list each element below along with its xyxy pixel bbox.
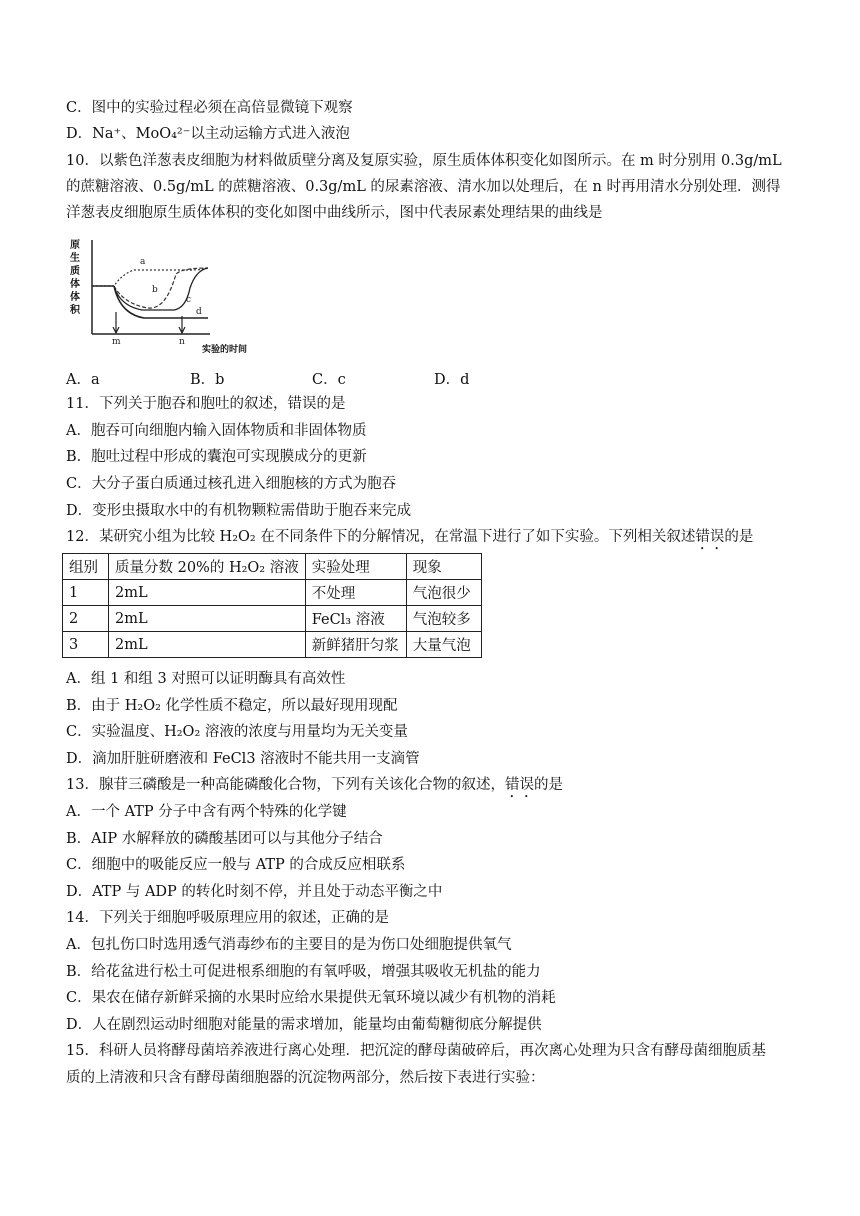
graph-xlabel: 实验的时间 xyxy=(202,345,248,355)
q12-stem-post: 的是 xyxy=(724,529,754,545)
table-cell: 新鲜猪肝匀浆 xyxy=(305,632,406,658)
table-row xyxy=(63,580,482,606)
q13-stem xyxy=(66,775,563,801)
curve-label-a: a xyxy=(140,257,146,267)
table-header-cell: 现象 xyxy=(406,554,481,580)
q13-option-a[interactable]: A．一个 ATP 分子中含有两个特殊的化学键 xyxy=(66,804,347,820)
q13-stem-emphasis: 错误 xyxy=(504,777,534,793)
q12-stem xyxy=(66,527,753,553)
q12-stem-emphasis: 错误 xyxy=(695,529,725,545)
curve-a xyxy=(92,268,208,286)
q10-option-c[interactable]: C．c xyxy=(312,372,346,388)
q15-stem-line2: 质的上清液和只含有酵母菌细胞器的沉淀物两部分，然后按下表进行实验： xyxy=(66,1070,545,1086)
q14-stem: 14．下列关于细胞呼吸原理应用的叙述，正确的是 xyxy=(66,910,389,926)
table-cell: 不处理 xyxy=(305,580,406,606)
table-header-row xyxy=(63,554,482,580)
q13-option-c[interactable]: C．细胞中的吸能反应一般与 ATP 的合成反应相联系 xyxy=(66,857,406,873)
q13-option-b[interactable]: B．AIP 水解释放的磷酸基团可以与其他分子结合 xyxy=(66,831,383,847)
table-cell: 1 xyxy=(63,580,109,606)
q14-option-c[interactable]: C．果农在储存新鲜采摘的水果时应给水果提供无氧环境以减少有机物的消耗 xyxy=(66,990,556,1006)
q14-option-a[interactable]: A．包扎伤口时选用透气消毒纱布的主要目的是为伤口处细胞提供氧气 xyxy=(66,937,512,953)
q14-option-d[interactable]: D．人在剧烈运动时细胞对能量的需求增加，能量均由葡萄糖彻底分解提供 xyxy=(66,1017,542,1033)
q13-stem-pre: 13．腺苷三磷酸是一种高能磷酸化合物，下列有关该化合物的叙述， xyxy=(66,777,505,793)
q12-option-d[interactable]: D．滴加肝脏研磨液和 FeCl3 溶液时不能共用一支滴管 xyxy=(66,751,420,767)
q14-option-b[interactable]: B．给花盆进行松土可促进根系细胞的有氧呼吸，增强其吸收无机盐的能力 xyxy=(66,964,541,980)
curve-label-c: c xyxy=(186,295,192,305)
q10-option-a[interactable]: A．a xyxy=(66,372,100,388)
graph-ylabel-char-5: 体 xyxy=(70,292,80,303)
graph-ylabel-char-6: 积 xyxy=(70,305,80,316)
table-cell: 2mL xyxy=(109,580,306,606)
table-cell: 2mL xyxy=(109,606,306,632)
table-header-cell: 组别 xyxy=(63,554,109,580)
table-cell: 2mL xyxy=(109,632,306,658)
table-cell: 气泡较多 xyxy=(406,606,481,632)
q9-option-c: C．图中的实验过程必须在高倍显微镜下观察 xyxy=(66,100,353,116)
q12-option-a[interactable]: A．组 1 和组 3 对照可以证明酶具有高效性 xyxy=(66,671,346,687)
table-row xyxy=(63,632,482,658)
table-cell: 气泡很少 xyxy=(406,580,481,606)
q10-options xyxy=(66,368,626,388)
q10-option-b[interactable]: B．b xyxy=(190,372,225,388)
graph-ylabel-char-4: 体 xyxy=(70,279,80,290)
graph-ylabel-char-1: 原 xyxy=(70,240,80,251)
table-cell: 大量气泡 xyxy=(406,632,481,658)
q13-stem-post: 的是 xyxy=(533,777,563,793)
q12-stem-pre: 12．某研究小组为比较 H₂O₂ 在不同条件下的分解情况，在常温下进行了如下实验。下列相关叙述 xyxy=(66,529,696,545)
q11-option-d[interactable]: D．变形虫摄取水中的有机物颗粒需借助于胞吞来完成 xyxy=(66,503,412,519)
n-label: n xyxy=(179,337,185,347)
q10-stem-line3: 洋葱表皮细胞原生质体体积的变化如图中曲线所示，图中代表尿素处理结果的曲线是 xyxy=(66,205,603,221)
q10-stem-line2: 的蔗糖溶液、0.5g/mL 的蔗糖溶液、0.3g/mL 的尿素溶液、清水加以处理后，在 n 时再用清水分别处理．测得 xyxy=(66,179,781,195)
m-label: m xyxy=(112,337,121,347)
protoplast-volume-graph xyxy=(62,234,262,358)
graph-ylabel-char-2: 生 xyxy=(70,253,80,264)
q11-stem: 11．下列关于胞吞和胞吐的叙述，错误的是 xyxy=(66,396,346,412)
q12-option-b[interactable]: B．由于 H₂O₂ 化学性质不稳定，所以最好现用现配 xyxy=(66,698,398,714)
table-row xyxy=(63,606,482,632)
table-cell: 2 xyxy=(63,606,109,632)
q11-option-a[interactable]: A．胞吞可向细胞内输入固体物质和非固体物质 xyxy=(66,423,367,439)
table-header-cell: 实验处理 xyxy=(305,554,406,580)
table-header-cell: 质量分数 20%的 H₂O₂ 溶液 xyxy=(109,554,306,580)
graph-ylabel-char-3: 质 xyxy=(70,266,80,277)
curve-d xyxy=(114,286,208,318)
curve-b xyxy=(114,268,208,308)
q13-option-d[interactable]: D．ATP 与 ADP 的转化时刻不停，并且处于动态平衡之中 xyxy=(66,884,443,900)
curve-label-b: b xyxy=(152,285,158,295)
q12-option-c[interactable]: C．实验温度、H₂O₂ 溶液的浓度与用量均为无关变量 xyxy=(66,724,408,740)
q9-option-d: D．Na⁺、MoO₄²⁻以主动运输方式进入液泡 xyxy=(66,126,350,142)
curve-label-d: d xyxy=(196,307,202,317)
q10-stem-line1: 10．以紫色洋葱表皮细胞为材料做质壁分离及复原实验，原生质体体积变化如图所示。在 m 时分别用 0.3g/mL xyxy=(66,153,782,169)
q11-option-b[interactable]: B．胞吐过程中形成的囊泡可实现膜成分的更新 xyxy=(66,449,367,465)
table-cell: 3 xyxy=(63,632,109,658)
q10-option-d[interactable]: D．d xyxy=(434,372,470,388)
table-cell: FeCl₃ 溶液 xyxy=(305,606,406,632)
q11-option-c[interactable]: C．大分子蛋白质通过核孔进入细胞核的方式为胞吞 xyxy=(66,476,397,492)
q15-stem-line1: 15．科研人员将酵母菌培养液进行离心处理．把沉淀的酵母菌破碎后，再次离心处理为只含有酵母菌细胞质基 xyxy=(66,1043,766,1059)
q12-experiment-table xyxy=(62,553,482,658)
